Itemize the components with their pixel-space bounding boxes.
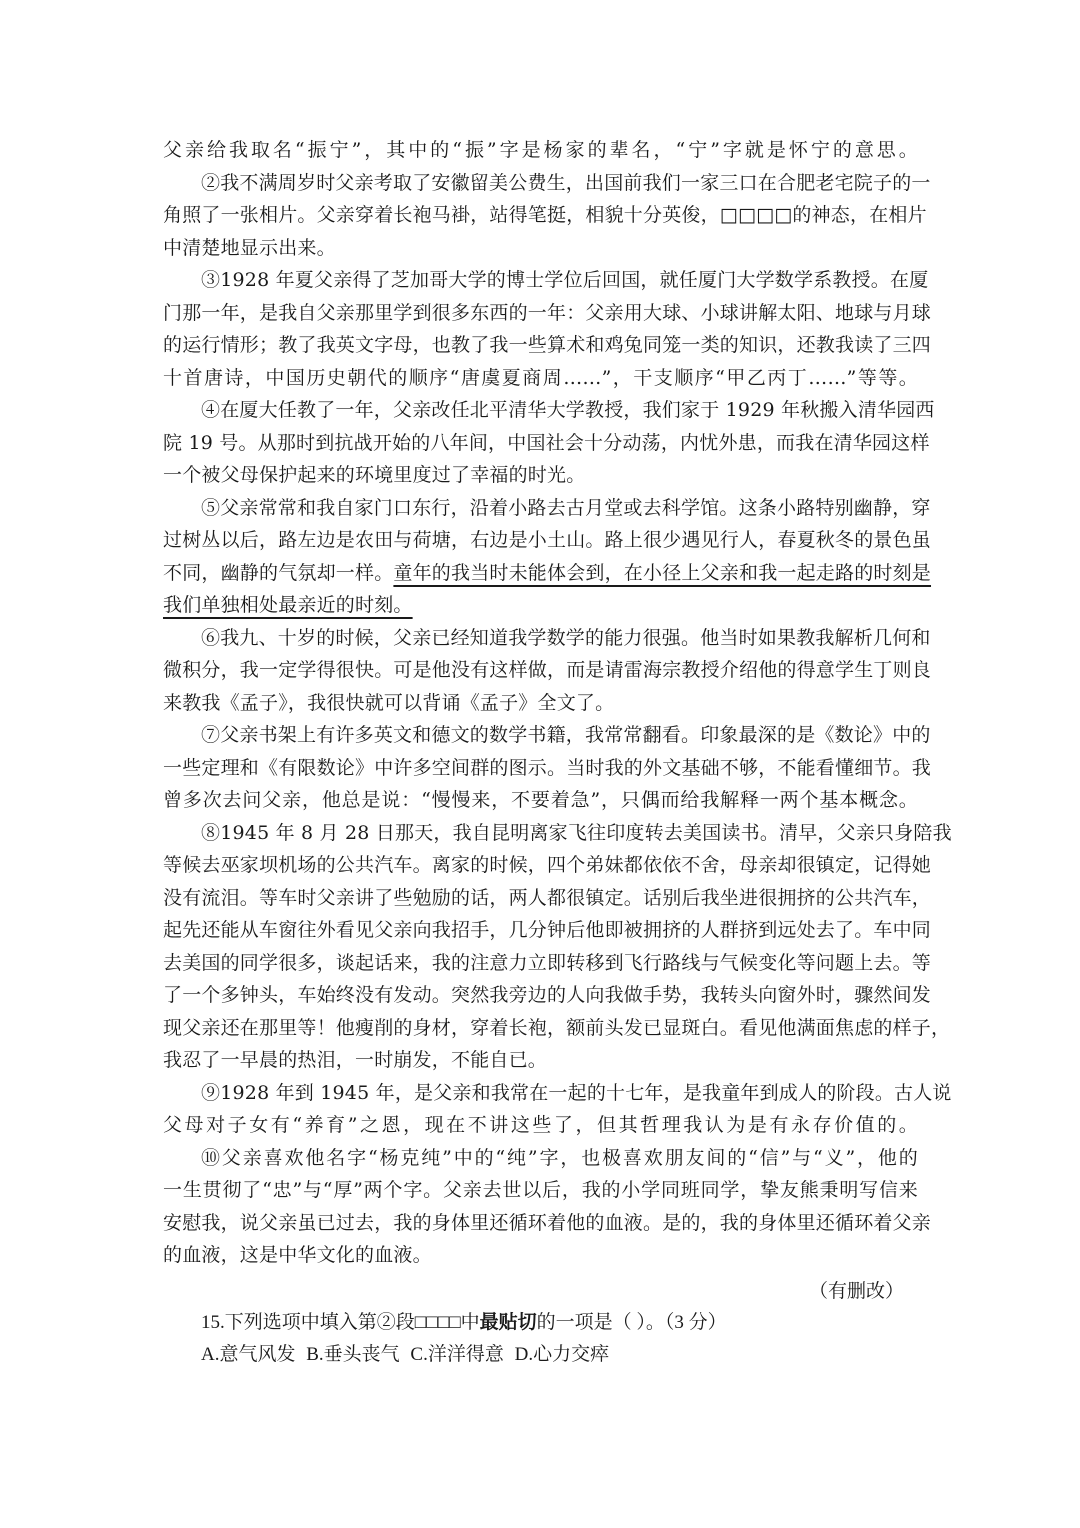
question-15: 15.下列选项中填入第②段□□□□中最贴切的一项是（ ）。（3 分） xyxy=(201,1311,727,1333)
underlined-sentence: 童年的我当时未能体会到，在小径上父亲和我一起走路的时刻是 xyxy=(393,561,932,584)
source-note: （有删改） xyxy=(808,1279,904,1302)
option-c: C.洋洋得意 xyxy=(410,1343,504,1365)
paragraph-9: ⑨1928 年到 1945 年，是父亲和我常在一起的十七年，是我童年到成人的阶段。古人说 父母对子女有“养育”之恩，现在不讲这些了，但其哲理我认为是有永存价值的。 xyxy=(163,1081,952,1136)
paragraph-7: ⑦父亲书架上有许多英文和德文的数学书籍，我常常翻看。印象最深的是《数论》中的 一些定理和《有限数论》中许多空间群的图示。当时我的外文基础不够，不能看懂细节。我 曾多次去问父亲，他总是说：“慢慢来，不要着急”，只偶而给我解释一两个基本概念。 xyxy=(163,724,932,811)
paragraph-6: ⑥我九、十岁的时候，父亲已经知道我学数学的能力很强。他当时如果教我解析几何和 微积分，我一定学得很快。可是他没有这样做，而是请雷海宗教授介绍他的得意学生丁则良 来教我《孟子》，我很快就可以背诵《孟子》全文了。 xyxy=(163,626,932,714)
option-b: B.垂头丧气 xyxy=(306,1343,400,1365)
paragraph-2: ②我不满周岁时父亲考取了安徽留美公费生，出国前我们一家三口在合肥老宅院子的一 角照了一张相片。父亲穿着长袍马褂，站得笔挺，相貌十分英俊，□□□□的神态，在相片 中清楚地显示出来。 xyxy=(163,171,931,259)
question-emphasis: 最贴切 xyxy=(479,1311,537,1333)
option-d: D.心力交瘁 xyxy=(514,1343,610,1365)
passage-intro-line: 父亲给我取名“振宁”，其中的“振”字是杨家的辈名，“宁”字就是怀宁的意思。 xyxy=(163,139,918,161)
paragraph-4: ④在厦大任教了一年，父亲改任北平清华大学教授，我们家于 1929 年秋搬入清华园西 院 19 号。从那时到抗战开始的八年间，中国社会十分动荡，内忧外患，而我在清华园这样 一个被父母保护起来的环境里度过了幸福的时光。 xyxy=(163,399,935,486)
paragraph-3: ③1928 年夏父亲得了芝加哥大学的博士学位后回国，就任厦门大学数学系教授。在厦 门那一年，是我自父亲那里学到很多东西的一年：父亲用大球、小球讲解太阳、地球与月球 的运行情形；教了我英文字母，也教了我一些算术和鸡兔同笼一类的知识，还教我读了三四 十首唐诗，中国历史朝代的顺序“唐虞夏商周……”，干支顺序“甲乙丙丁……”等等。 xyxy=(163,269,932,389)
underlined-sentence-end: 我们单独相处最亲近的时刻。 xyxy=(163,594,413,616)
paragraph-8: ⑧1945 年 8 月 28 日那天，我自昆明离家飞往印度转去美国读书。清早，父亲只身陪我 等候去巫家坝机场的公共汽车。离家的时候，四个弟妹都依依不舍，母亲却很镇定，记得她 没有流泪。等车时父亲讲了些勉励的话，两人都很镇定。话别后我坐进很拥挤的公共汽车， 起先还能从车窗往外看见父亲向我招手，几分钟后他即被拥挤的人群挤到远处去了。车中同 去美国的同学很多，谈起话来，我的注意力立即转移到飞行路线与气候变化等问题上去。等 了一个多钟头，车始终没有发动。突然我旁边的人向我做手势，我转头向窗外时，骤然间发 现父亲还在那里等！他瘦削的身材，穿着长袍，额前头发已显斑白。看见他满面焦虑的样子， 我忍了一早晨的热泪，一时崩发，不能自已。 xyxy=(163,821,952,1071)
option-a: A.意气风发 xyxy=(201,1343,296,1365)
question-15-options xyxy=(163,1340,918,1370)
paragraph-10: ⑩父亲喜欢他名字“杨克纯”中的“纯”字，也极喜欢朋友间的“信”与“义”，他的 一生贯彻了“忠”与“厚”两个字。父亲去世以后，我的小学同班同学，挚友熊秉明写信来 安慰我，说父亲虽已过去，我的身体里还循环着他的血液。是的，我的身体里还循环着父亲 的血液，这是中华文化的血液。 xyxy=(163,1146,932,1266)
exam-page xyxy=(163,134,952,1370)
paragraph-5: ⑤父亲常常和我自家门口东行，沿着小路去古月堂或去科学馆。这条小路特别幽静，穿 过树丛以后，路左边是农田与荷塘，右边是小土山。路上很少遇见行人，春夏秋冬的景色虽 不同，幽静的气氛却一样。童年的我当时未能体会到，在小径上父亲和我一起走路的时刻是 我们单独相处最亲近的时刻。 xyxy=(163,496,932,616)
